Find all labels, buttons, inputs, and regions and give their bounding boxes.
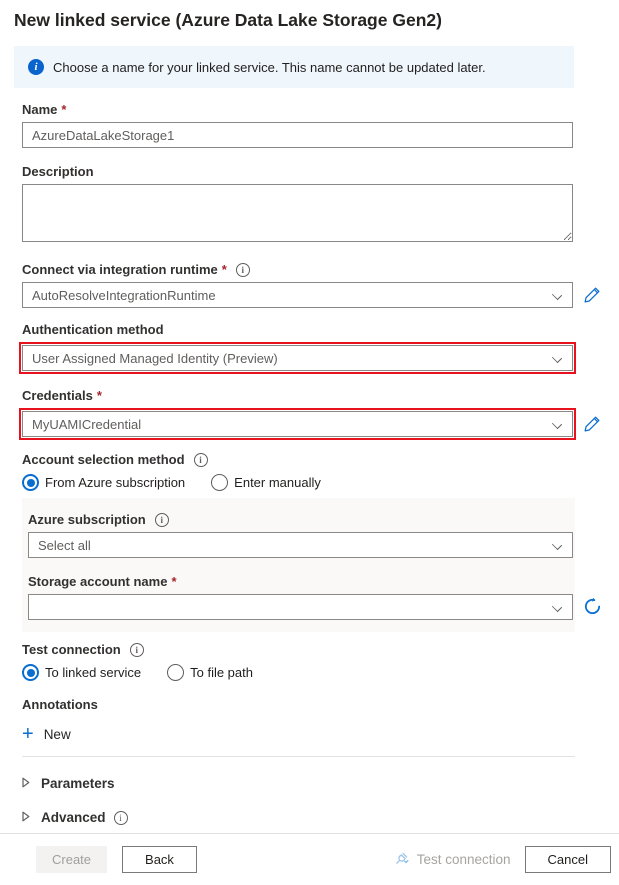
- chevron-right-icon: [22, 810, 30, 825]
- chevron-down-icon: [552, 602, 562, 612]
- radio-unselected-icon: [167, 664, 184, 681]
- azure-subscription-label: Azure subscription: [28, 512, 146, 527]
- parameters-label: Parameters: [41, 776, 115, 791]
- radio-enter-manually[interactable]: Enter manually: [211, 474, 321, 491]
- parameters-expander[interactable]: [22, 776, 573, 791]
- info-icon[interactable]: i: [236, 263, 250, 277]
- radio-unselected-icon: [211, 474, 228, 491]
- test-connection-button-label: Test connection: [416, 852, 511, 867]
- storage-account-label: Storage account name: [28, 574, 168, 589]
- test-connection-button[interactable]: [393, 850, 515, 870]
- azure-subscription-value: Select all: [38, 537, 91, 553]
- radio-to-file-path[interactable]: To file path: [167, 664, 253, 681]
- required-asterisk: *: [96, 388, 102, 403]
- info-icon[interactable]: i: [155, 513, 169, 527]
- back-button[interactable]: Back: [122, 846, 197, 873]
- chevron-down-icon: [552, 419, 562, 429]
- create-button[interactable]: Create: [36, 846, 107, 873]
- footer-bar: [0, 833, 619, 885]
- description-input[interactable]: [22, 184, 573, 242]
- info-icon[interactable]: i: [114, 811, 128, 825]
- required-asterisk: *: [61, 102, 67, 117]
- credentials-label: Credentials: [22, 388, 93, 403]
- linked-service-form: [22, 102, 573, 825]
- required-asterisk: *: [171, 574, 177, 589]
- plug-icon: [393, 850, 410, 870]
- integration-runtime-dropdown[interactable]: [22, 282, 573, 308]
- account-selection-radios: [22, 474, 573, 491]
- radio-selected-icon: [22, 474, 39, 491]
- auth-method-value: User Assigned Managed Identity (Preview): [32, 350, 278, 366]
- radio-from-azure-subscription[interactable]: From Azure subscription: [22, 474, 185, 491]
- annotations-new-button[interactable]: [22, 723, 71, 745]
- plus-icon: +: [22, 723, 34, 745]
- info-icon[interactable]: i: [130, 643, 144, 657]
- integration-runtime-value: AutoResolveIntegrationRuntime: [32, 287, 216, 303]
- test-connection-radios: [22, 664, 573, 681]
- advanced-label: Advanced: [41, 810, 106, 825]
- annotations-new-label: New: [43, 726, 71, 742]
- integration-runtime-label: Connect via integration runtime: [22, 262, 218, 277]
- edit-pencil-icon[interactable]: [583, 286, 601, 304]
- name-label: Name: [22, 102, 58, 117]
- cancel-button[interactable]: Cancel: [525, 846, 611, 873]
- test-connection-label: Test connection: [22, 642, 121, 657]
- auth-method-label: Authentication method: [22, 322, 164, 337]
- refresh-icon[interactable]: [583, 597, 601, 615]
- edit-pencil-icon[interactable]: [583, 415, 601, 433]
- info-banner: [14, 46, 574, 88]
- credentials-dropdown[interactable]: [22, 411, 573, 437]
- info-icon: i: [28, 59, 44, 75]
- description-label: Description: [22, 164, 94, 179]
- chevron-down-icon: [552, 290, 562, 300]
- chevron-down-icon: [552, 353, 562, 363]
- radio-to-linked-service[interactable]: To linked service: [22, 664, 141, 681]
- page-title: New linked service (Azure Data Lake Storage Gen2): [14, 10, 442, 30]
- account-selection-label: Account selection method: [22, 452, 185, 467]
- azure-subscription-dropdown[interactable]: [28, 532, 573, 558]
- chevron-down-icon: [552, 540, 562, 550]
- auth-method-dropdown[interactable]: [22, 345, 573, 371]
- banner-text: Choose a name for your linked service. This name cannot be updated later.: [53, 59, 486, 75]
- name-input[interactable]: [22, 122, 573, 148]
- azure-subscription-section: [22, 498, 575, 632]
- divider: [22, 756, 575, 757]
- storage-account-dropdown[interactable]: [28, 594, 573, 620]
- radio-selected-icon: [22, 664, 39, 681]
- annotations-label: Annotations: [22, 697, 98, 712]
- credentials-value: MyUAMICredential: [32, 416, 142, 432]
- required-asterisk: *: [221, 262, 227, 277]
- advanced-expander[interactable]: [22, 810, 573, 825]
- info-icon[interactable]: i: [194, 453, 208, 467]
- chevron-right-icon: [22, 776, 30, 791]
